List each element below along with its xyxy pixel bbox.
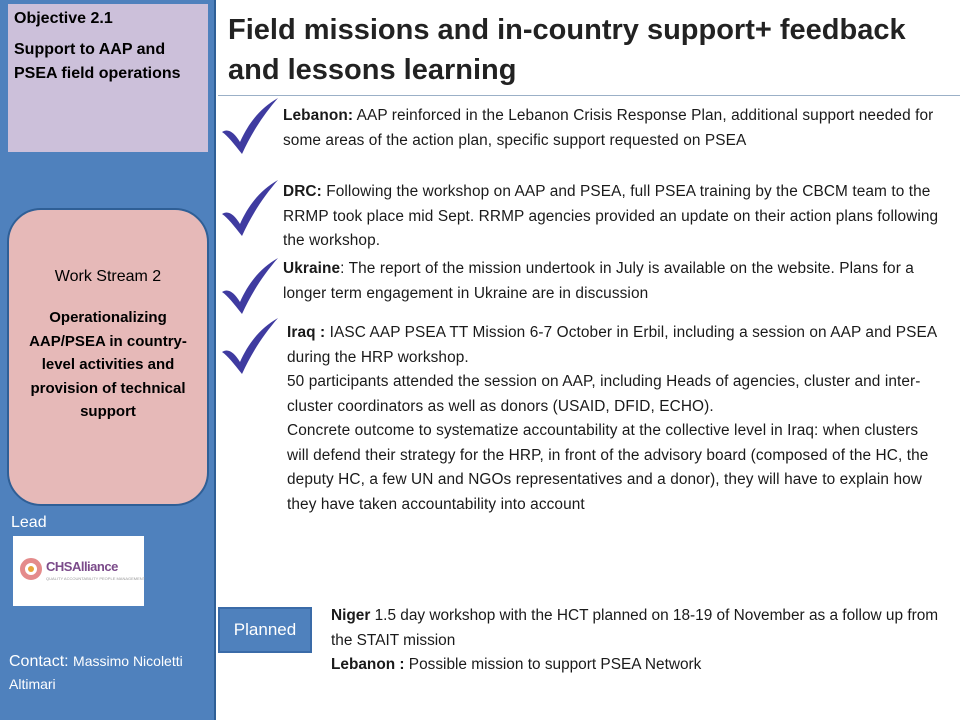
- sidebar: [0, 0, 216, 720]
- checkmark-icon: [218, 96, 282, 158]
- checkmark-icon: [218, 178, 282, 240]
- objective-box: [8, 4, 208, 152]
- ukraine-label: Ukraine: [283, 260, 341, 277]
- iraq-text: IASC AAP PSEA TT Mission 6-7 October in Erbil, including a session on AAP and PSEA during the HRP workshop.: [287, 324, 937, 366]
- workstream-title: Work Stream 2: [54, 268, 162, 285]
- planned-lebanon: [331, 653, 941, 678]
- contact-block: [9, 650, 209, 696]
- objective-text: Support to AAP and PSEA field operations: [14, 41, 181, 82]
- drc-item: [283, 180, 943, 254]
- contact-label: Contact:: [9, 653, 69, 670]
- title-divider: [218, 95, 960, 96]
- lebanon-planned-text: Possible mission to support PSEA Network: [404, 656, 702, 673]
- ukraine-item: [283, 257, 923, 306]
- iraq-line-3: Concrete outcome to systematize accountability at the collective level in Iraq: when clusters will defend their strategy for the HRP, in front of the advisory board (composed of the HC, the deputy HC, a few UN and NGOs representatives and a donor), they will have to explain how they have taken accountability into account: [287, 422, 929, 513]
- lebanon-text: AAP reinforced in the Lebanon Crisis Response Plan, additional support needed for some areas of the action plan, specific support requested on PSEA: [283, 107, 934, 149]
- checkmark-icon: [218, 316, 282, 378]
- lead-label: Lead: [11, 514, 47, 531]
- workstream-text: Operationalizing AAP/PSEA in country-level activities and provision of technical support: [29, 309, 187, 420]
- logo-text: CHSAlliance: [46, 559, 118, 574]
- lebanon-planned-label: Lebanon :: [331, 656, 405, 673]
- niger-label: Niger: [331, 607, 371, 624]
- contact-name: Massimo Nicoletti Altimari: [9, 653, 183, 692]
- objective-title: Objective 2.1: [14, 10, 113, 27]
- workstream-box: [7, 208, 209, 506]
- logo-tagline: QUALITY ACCOUNTABILITY PEOPLE MANAGEMENT: [46, 576, 146, 581]
- logo-circle-icon: [20, 558, 42, 580]
- planned-niger: [331, 604, 941, 653]
- ukraine-text: : The report of the mission undertook in July is available on the website. Plans for a longer term engagement in Ukraine are in discussion: [283, 260, 914, 302]
- lebanon-item: [283, 104, 953, 153]
- planned-items: [331, 604, 941, 678]
- iraq-line-2: 50 participants attended the session on AAP, including Heads of agencies, cluster and inter-cluster coordinators as well as donors (USAID, DFID, ECHO).: [287, 373, 921, 415]
- drc-text: Following the workshop on AAP and PSEA, full PSEA training by the CBCM team to the RRMP took place mid Sept. RRMP agencies provided an update on their action plans following the workshop.: [283, 183, 939, 249]
- niger-text: 1.5 day workshop with the HCT planned on 18-19 of November as a follow up from the STAIT mission: [331, 607, 939, 649]
- checkmark-icon: [218, 256, 282, 318]
- chs-alliance-logo: [13, 536, 144, 606]
- iraq-item: [287, 321, 942, 517]
- page-title: Field missions and in-country support+ feedback and lessons learning: [228, 14, 906, 86]
- planned-badge: Planned: [218, 607, 312, 653]
- lebanon-label: Lebanon:: [283, 107, 354, 124]
- iraq-label: Iraq :: [287, 324, 326, 341]
- drc-label: DRC:: [283, 183, 322, 200]
- iraq-line-1: [287, 321, 942, 370]
